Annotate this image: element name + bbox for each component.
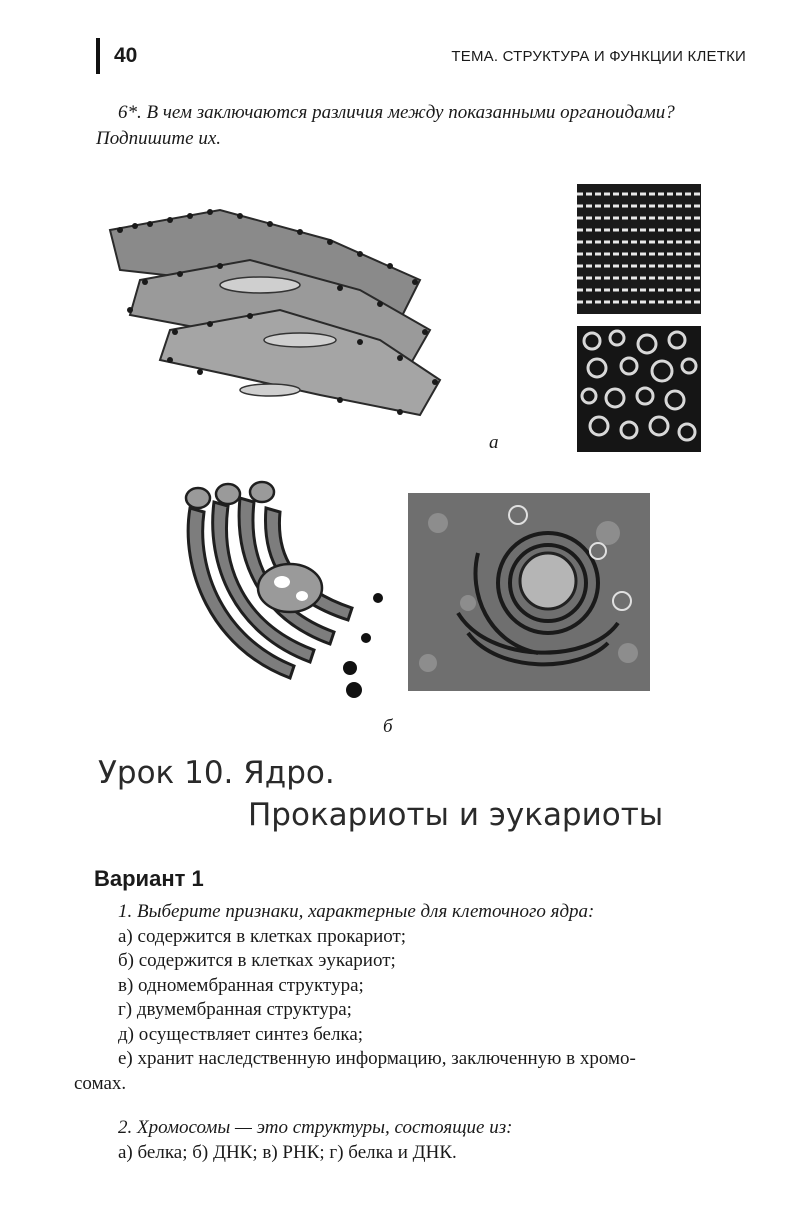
rough-er-illustration <box>100 190 450 430</box>
header-rule <box>96 38 100 74</box>
lesson-title-line1: Урок 10. Ядро. <box>98 755 335 791</box>
question-1-option-c: в) одномембранная структура; <box>118 974 364 996</box>
running-title: ТЕМА. СТРУКТУРА И ФУНКЦИИ КЛЕТКИ <box>451 48 746 65</box>
er-micrograph-stripes <box>577 184 701 314</box>
question-1-option-d: г) двумембранная структура; <box>118 999 352 1020</box>
golgi-micrograph <box>408 493 650 691</box>
question-1-option-a: а) содержится в клетках прокариот; <box>118 925 407 947</box>
figure-label-b: б <box>383 716 393 737</box>
question-1-option-f: е) хранит наследственную информацию, заключенную в хромо- <box>118 1048 636 1069</box>
questions <box>74 900 750 1165</box>
golgi-illustration <box>170 478 390 706</box>
question-1-option-e: д) осуществляет синтез белка; <box>118 1023 364 1045</box>
variant-heading: Вариант 1 <box>94 866 204 891</box>
question-1-prompt: 1. Выберите признаки, характерные для клеточного ядра: <box>118 901 595 922</box>
question-2-answers: а) белка; б) ДНК; в) РНК; г) белка и ДНК. <box>118 1141 457 1163</box>
task-6-text: В чем заключаются различия между показанными органоидами? Подпишите их. <box>96 102 675 149</box>
er-micrograph-network <box>577 326 701 452</box>
lesson-title <box>98 752 663 836</box>
question-1-option-b: б) содержится в клетках эукариот; <box>118 950 396 971</box>
task-6-number: 6*. <box>118 102 142 123</box>
lesson-title-line2: Прокариоты и эукариоты <box>248 797 664 833</box>
figure-label-a: а <box>489 432 499 453</box>
task-6 <box>96 100 756 152</box>
page-number: 40 <box>114 44 138 67</box>
question-1-option-f-continued: сомах. <box>74 1072 127 1094</box>
question-2-prompt: 2. Хромосомы — это структуры, состоящие из: <box>118 1117 513 1138</box>
